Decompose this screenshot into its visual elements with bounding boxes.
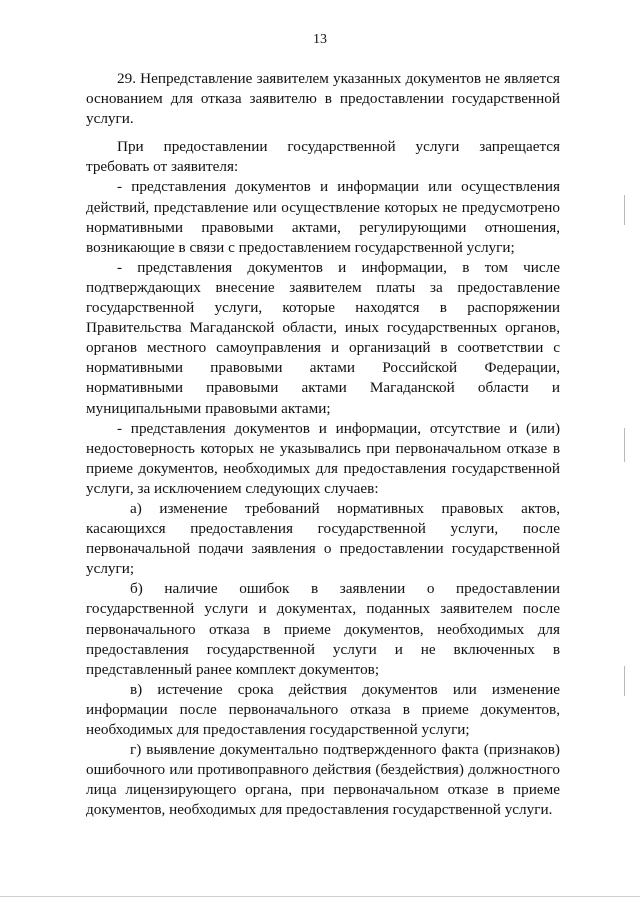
document-body [86, 69, 560, 820]
paragraph-prohibition-intro: При предоставлении государственной услуги запрещается требовать от заявителя: [86, 138, 560, 176]
page-number: 13 [313, 32, 327, 47]
list-item-missing-documents: - представления документов и информации, отсутствие и (или) недостоверность которых не указывались при первоначальном отказе в приеме документов, необходимых для предоставления государственной услуги, за исключением следующих случаев: [86, 419, 560, 497]
case-g: г) выявление документально подтвержденного факта (признаков) ошибочного или противоправного действия (бездействия) должностного лица лицензирующего органа, при первоначальном отказе в приеме документов, необходимых для предоставления государственной услуги. [86, 741, 560, 819]
case-b: б) наличие ошибок в заявлении о предоставлении государственной услуги и документах, поданных заявителем после первоначального отказа в приеме документов, необходимых для предоставления государственной услуги и не включенных в представленный ранее комплект документов; [86, 580, 560, 678]
scan-artifact [624, 195, 625, 225]
list-item-documents-held: - представления документов и информации, в том числе подтверждающих внесение заявителем платы за предоставление государственной услуги, которые находятся в распоряжении Правительства Магаданской области, иных государственных органов, органов местного самоуправления и организаций в соответствии с нормативными правовыми актами Российской Федерации, нормативными правовыми актами Магаданской области и муниципальными правовыми актами; [86, 258, 560, 417]
case-a: а) изменение требований нормативных правовых актов, касающихся предоставления государственной услуги, после первоначальной подачи заявления о предоставлении государственной услуги; [86, 499, 560, 578]
scan-artifact [624, 428, 625, 462]
bottom-edge-line [0, 896, 640, 897]
scan-artifact [624, 666, 625, 696]
list-item-actions: - представления документов и информации или осуществления действий, представление или осуществление которых не предусмотрено нормативными правовыми актами, регулирующими отношения, возникающие в связи с предоставлением государственной услуги; [86, 178, 560, 256]
case-v: в) истечение срока действия документов или изменение информации после первоначального отказа в приеме документов, необходимых для предоставления государственной услуги; [86, 680, 560, 738]
paragraph-29: 29. Непредставление заявителем указанных документов не является основанием для отказа заявителю в предоставлении государственной услуги. [86, 70, 560, 128]
